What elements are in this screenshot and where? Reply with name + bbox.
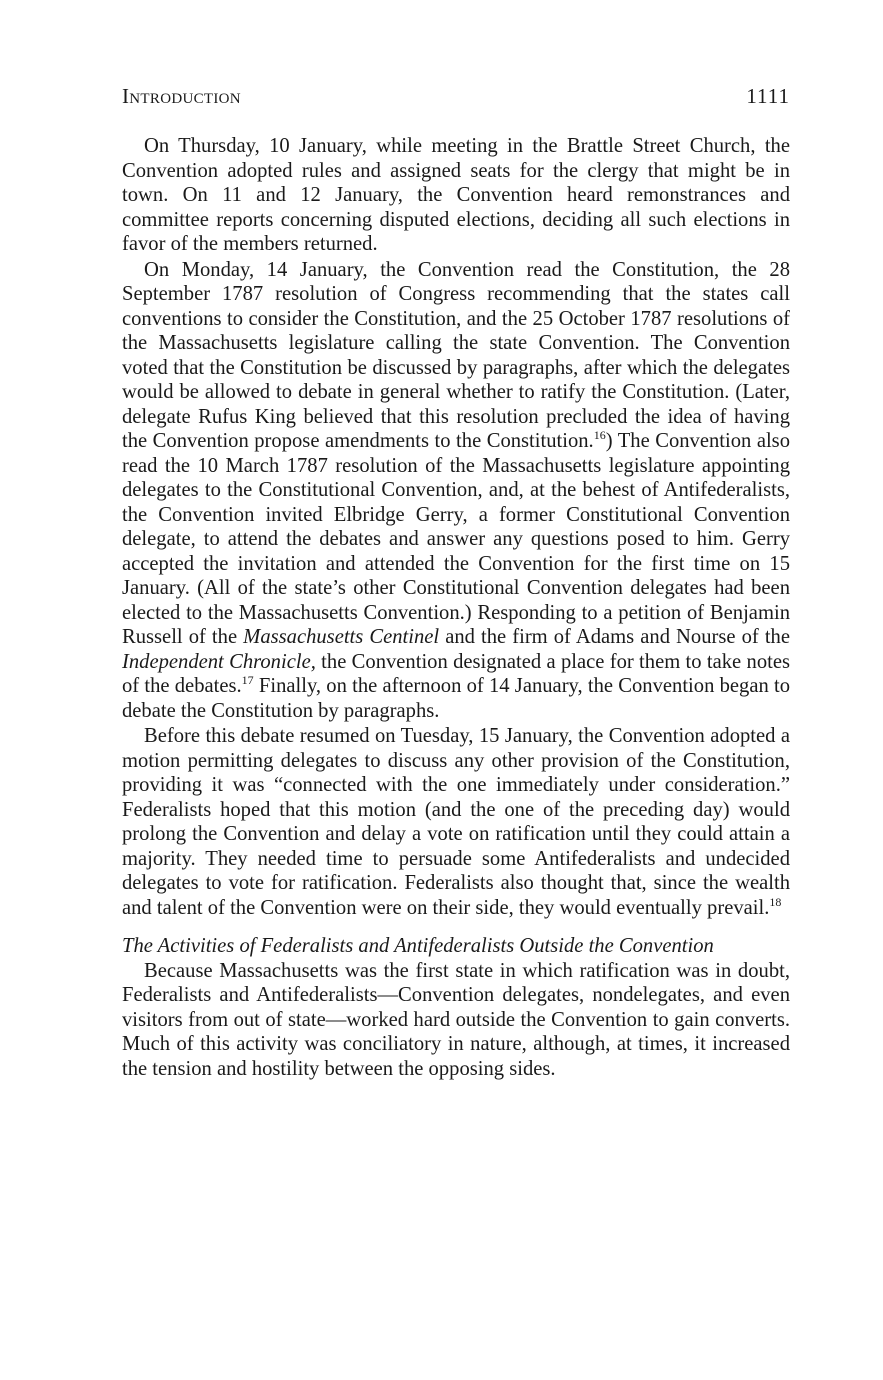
paragraph-text: the Convention designated a place for them to take notes of the debates. [122, 650, 790, 697]
running-head-title: Introduction [122, 84, 241, 108]
body-text [122, 134, 790, 1081]
paragraph-text: Before this debate resumed on Tuesday, 15 January, the Convention adopted a motion permitting delegates to discuss any other provision of the Constitution, providing it was “connected with the one immediately under consideration.” Federalists hoped that this motion (and the one of the preceding day) would prolong the Convention and delay a vote on ratification until they could attain a majority. They needed time to persuade some Antifederalists and undecided delegates to vote for ratification. Federalists also thought that, since the wealth and talent of the Convention were on their side, they would eventually prevail. [122, 725, 790, 919]
running-head [122, 84, 790, 114]
footnote-marker: 18 [769, 894, 782, 909]
paragraph-text: and the firm of Adams and Nourse of the [439, 626, 790, 648]
footnote-marker: 16 [593, 428, 606, 442]
paragraph-activities: Because Massachusetts was the first state in which ratification was in doubt, Federalists and Antifederalists—Convention delegates, nondelegates, and even visitors from out of state—worked hard outside the Convention to gain converts. Much of this activity was conciliatory in nature, although, at times, it increased the tension and hostility between the opposing sides. [122, 959, 790, 1080]
footnote-marker: 17 [241, 673, 254, 687]
newspaper-title: Massachusetts Centinel [243, 626, 440, 648]
newspaper-title: Independent Chronicle, [122, 650, 316, 673]
paragraph-text: Finally, on the afternoon of 14 January, the Convention began to debate the Constitution by paragraphs. [122, 675, 790, 722]
paragraph-monday-session [122, 258, 790, 724]
page-number: 1111 [746, 84, 790, 108]
paragraph-text: On Monday, 14 January, the Convention read the Constitution, the 28 September 1787 resolution of Congress recommending that the states call conventions to consider the Constitution, and the 25 October 1787 resolutions of the Massachusetts legislature calling the state Convention. The Convention voted that the Constitution be discussed by paragraphs, after which the delegates would be allowed to debate in general whether to ratify the Constitution. (Later, delegate Rufus King believed that this resolution precluded the idea of having the Convention propose amendments to the Constitution. [122, 258, 790, 452]
section-heading: The Activities of Federalists and Antifederalists Outside the Convention [122, 935, 714, 957]
paragraph-text: ) The Convention also read the 10 March 1787 resolution of the Massachusetts legislature appointing delegates to the Constitutional Convention, and, at the behest of Antifederalists, the Convention invited Elbridge Gerry, a former Constitutional Convention delegate, to attend the debates and answer any questions posed to him. Gerry accepted the invitation and attended the Convention for the first time on 15 January. (All of the state’s other Constitutional Convention delegates had been elected to the Massachusetts Convention.) Responding to a petition of Benjamin Russell of the [122, 430, 790, 648]
paragraph-thursday-session: On Thursday, 10 January, while meeting in the Brattle Street Church, the Convention adopted rules and assigned seats for the clergy that might be in town. On 11 and 12 January, the Convention heard remonstrances and committee reports concerning disputed elections, deciding all such elections in favor of the members returned. [122, 135, 790, 255]
paragraph-tuesday-session [122, 724, 790, 920]
